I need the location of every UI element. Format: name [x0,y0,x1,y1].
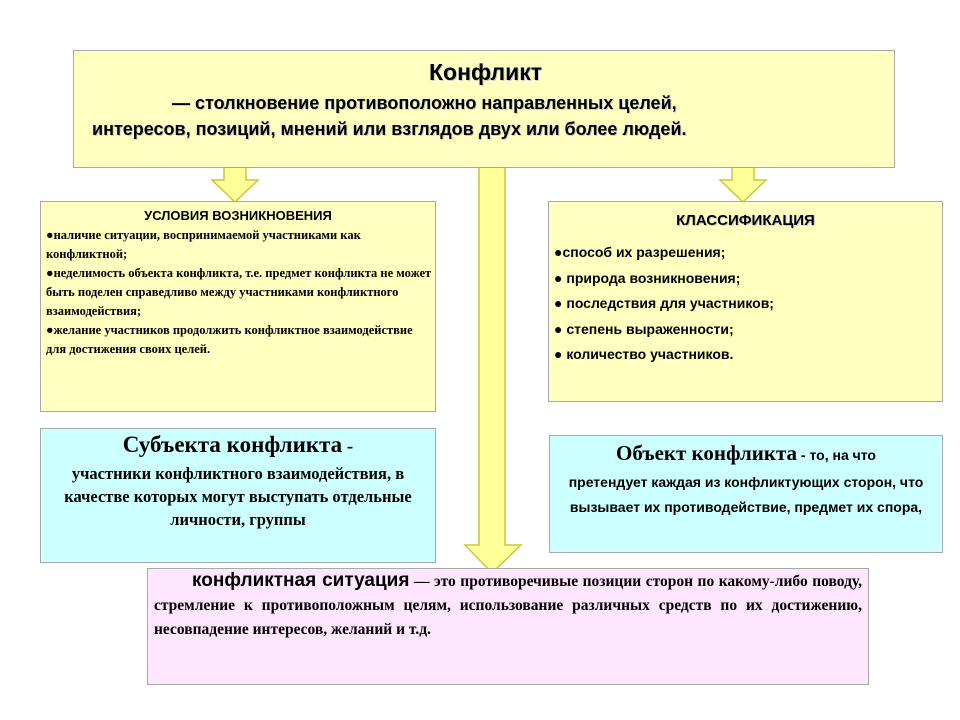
classification-list [554,240,939,368]
conditions-box [40,201,436,412]
subject-text: участники конфликтного взаимодействия, в качестве которых могут выступать отдельные личности, группы [64,464,412,529]
definition-box [73,50,895,168]
list-item: ●наличие ситуации, воспринимаемой участниками как конфликтной; [46,228,361,261]
subject-title: Субъекта конфликта [122,432,343,457]
subject-title-line [41,430,435,462]
bullet-icon: ● [554,295,563,311]
bullet-icon: ● [46,228,54,242]
bullet-icon: ● [46,266,54,280]
list-item: ● степень выраженности; [554,320,734,337]
situation-text-block [154,569,862,642]
bullet-icon: ● [554,346,563,362]
arrow-center [463,160,523,575]
list-item: ● последствия для участников; [554,295,774,311]
object-title-line [550,436,942,472]
object-text: претендует каждая из конфликтующих сторон, что вызывает их противодействие, предмет их спора, [568,474,924,515]
object-title: Объект конфликта [616,441,798,465]
object-box [549,435,943,553]
bullet-icon: ● [46,323,54,337]
subject-dash: - [342,436,354,457]
classification-box [548,201,943,402]
list-item: ●способ их разрешения; [554,244,726,260]
object-title-rest: - то, на что [797,447,876,463]
list-item: ● количество участников. [554,346,734,362]
list-item: ●неделимость объекта конфликта, т.е. предмет конфликта не может быть поделен справедливо между участниками конфликтного взаимодействия; [46,266,432,318]
bullet-icon: ● [554,244,563,260]
situation-box [147,568,869,685]
definition-line-2: интересов, позиций, мнений или взглядов двух или более людей. [92,119,687,139]
situation-text: — это противоречивые позиции сторон по какому-либо поводу, стремление к противоположным целям, использование различных средств по их достижению, несовпадение интересов, желаний и т.д. [154,573,862,638]
definition-line-1: — столкновение противоположно направленных целей, [172,93,677,113]
bullet-icon: ● [554,269,563,286]
conditions-heading: УСЛОВИЯ ВОЗНИКНОВЕНИЯ [144,208,332,223]
bullet-icon: ● [554,320,563,337]
list-item: ● природа возникновения; [554,269,741,286]
definition-title: Конфликт [429,59,543,85]
classification-heading: КЛАССИФИКАЦИЯ [676,212,815,229]
situation-term: конфликтная ситуация [192,570,410,591]
subject-box [40,428,436,563]
conditions-list [46,226,432,359]
list-item: ●желание участников продолжить конфликтное взаимодействие для достижения своих целей. [46,323,413,356]
